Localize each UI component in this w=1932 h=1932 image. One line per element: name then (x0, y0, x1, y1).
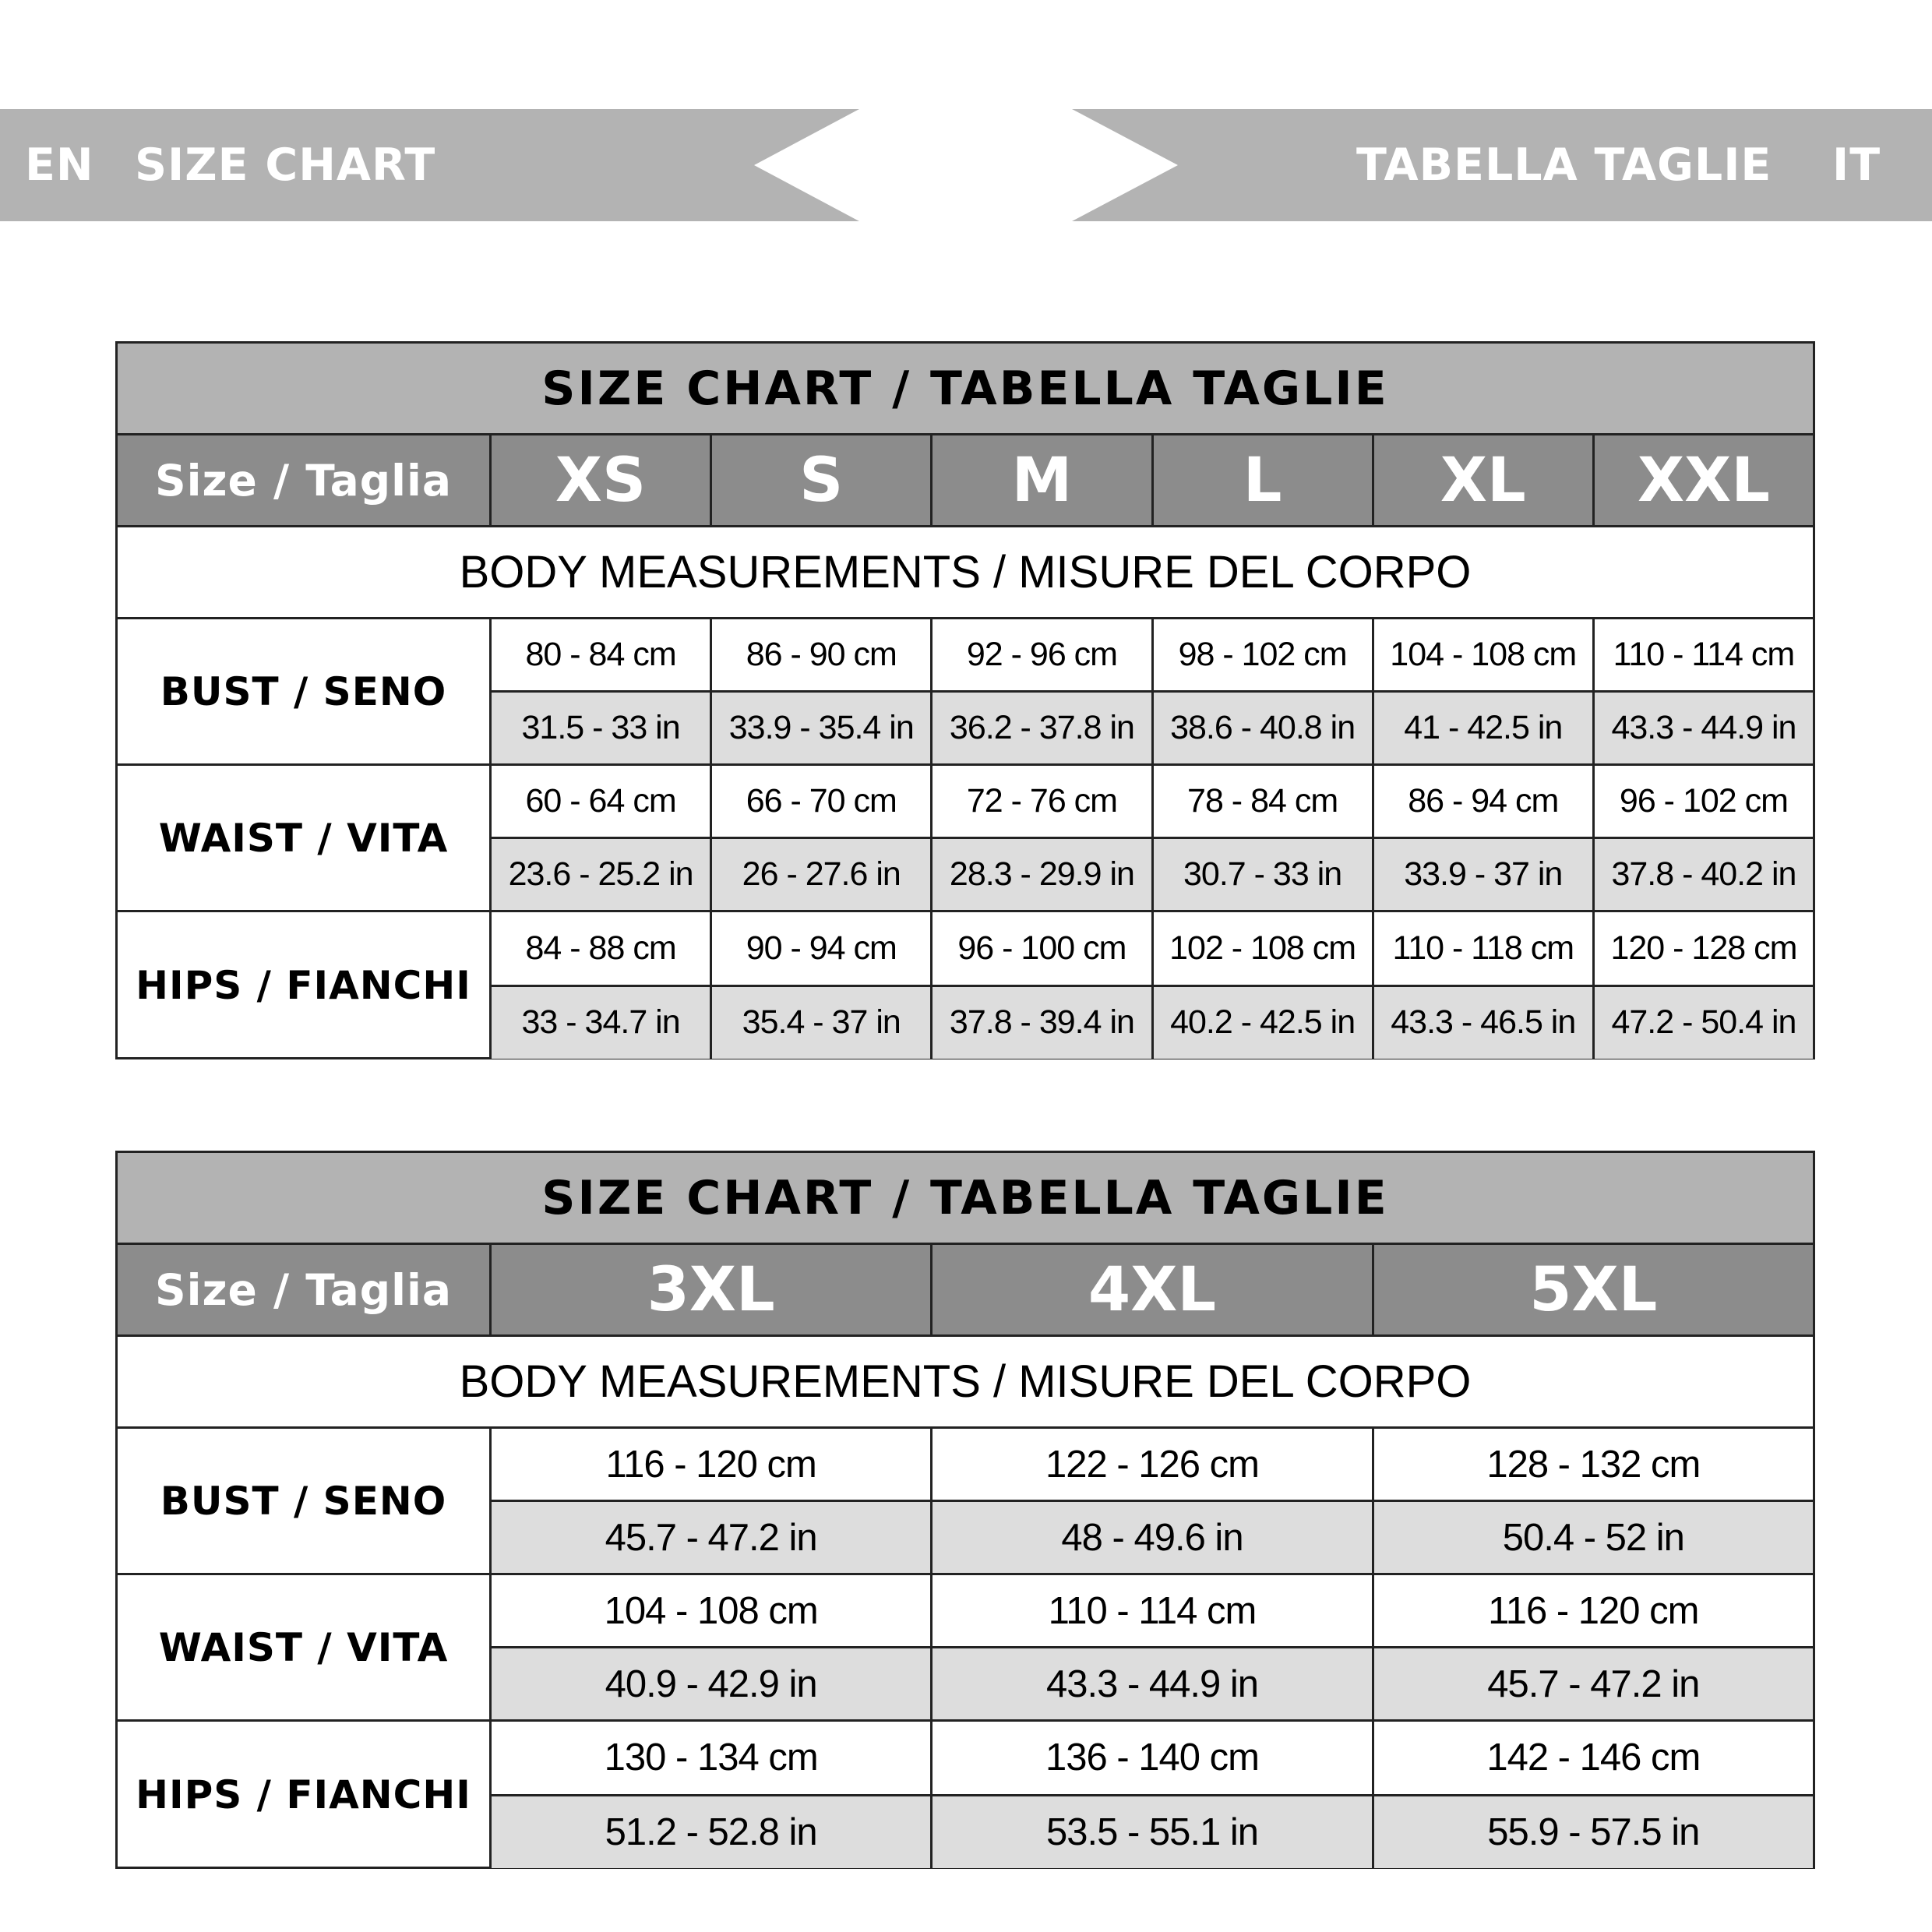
language-banner (0, 109, 1932, 221)
inch-row (492, 1796, 1813, 1869)
value-cell: 96 - 102 cm (1619, 782, 1788, 820)
measurement-label: HIPS / FIANCHI (118, 912, 492, 1059)
banner-left-lang: EN (25, 139, 94, 191)
value-cell: 40.9 - 42.9 in (492, 1648, 933, 1719)
size-label: Size / Taglia (118, 435, 492, 525)
value-cell: 43.3 - 44.9 in (933, 1648, 1373, 1719)
value-cell: 66 - 70 cm (712, 766, 933, 837)
value-cell: 40.2 - 42.5 in (1154, 987, 1374, 1059)
section-heading: BODY MEASUREMENTS / MISURE DEL CORPO (118, 1337, 1813, 1429)
size-4xl: 4XL (933, 1245, 1373, 1334)
value-cell: 80 - 84 cm (492, 619, 712, 690)
value-cell: 31.5 - 33 in (492, 693, 712, 763)
value-cell: 104 - 108 cm (1374, 619, 1595, 690)
value-cell: 130 - 134 cm (492, 1722, 933, 1794)
size-xs: XS (492, 435, 712, 525)
inch-row (492, 1502, 1813, 1573)
measurement-row-hips (118, 912, 1813, 1059)
size-header-row (118, 1245, 1813, 1337)
inch-row (492, 987, 1813, 1059)
cm-row (492, 1575, 1813, 1648)
size-s: S (712, 435, 933, 525)
measurement-row-waist (118, 766, 1813, 912)
size-5xl: 5XL (1529, 1254, 1658, 1325)
table-title: SIZE CHART / TABELLA TAGLIE (118, 344, 1813, 435)
measurement-label: BUST / SENO (118, 619, 492, 763)
cm-row (492, 1722, 1813, 1796)
value-cell: 122 - 126 cm (933, 1429, 1373, 1500)
cm-row (492, 619, 1813, 693)
value-cell: 28.3 - 29.9 in (933, 839, 1153, 910)
value-cell: 128 - 132 cm (1486, 1443, 1701, 1486)
value-cell: 51.2 - 52.8 in (492, 1796, 933, 1869)
value-cell: 33 - 34.7 in (492, 987, 712, 1059)
size-chart-table-2 (115, 1151, 1815, 1869)
measurement-label: WAIST / VITA (118, 766, 492, 910)
section-heading: BODY MEASUREMENTS / MISURE DEL CORPO (118, 527, 1813, 619)
size-xxl: XXL (1637, 445, 1770, 516)
banner-right-lang: IT (1832, 139, 1881, 191)
value-cell: 86 - 90 cm (712, 619, 933, 690)
inch-row (492, 839, 1813, 910)
value-cell: 120 - 128 cm (1610, 929, 1797, 967)
value-cell: 98 - 102 cm (1154, 619, 1374, 690)
size-chart-table-1 (115, 341, 1815, 1059)
size-l: L (1154, 435, 1374, 525)
size-m: M (933, 435, 1153, 525)
value-cell: 110 - 114 cm (1613, 636, 1795, 673)
measurement-row-bust (118, 1429, 1813, 1575)
value-cell: 110 - 118 cm (1374, 912, 1595, 985)
value-cell: 48 - 49.6 in (933, 1502, 1373, 1573)
value-cell: 92 - 96 cm (933, 619, 1153, 690)
value-cell: 86 - 94 cm (1374, 766, 1595, 837)
banner-left-title: SIZE CHART (135, 139, 436, 191)
table-title: SIZE CHART / TABELLA TAGLIE (118, 1153, 1813, 1245)
value-cell: 33.9 - 35.4 in (712, 693, 933, 763)
value-cell: 90 - 94 cm (712, 912, 933, 985)
measurement-label: WAIST / VITA (118, 1575, 492, 1719)
value-cell: 38.6 - 40.8 in (1154, 693, 1374, 763)
measurement-label: HIPS / FIANCHI (118, 1722, 492, 1868)
value-cell: 45.7 - 47.2 in (492, 1502, 933, 1573)
value-cell: 43.3 - 46.5 in (1374, 987, 1595, 1059)
value-cell: 37.8 - 39.4 in (933, 987, 1153, 1059)
measurement-row-hips (118, 1722, 1813, 1868)
value-cell: 116 - 120 cm (492, 1429, 933, 1500)
measurement-label: BUST / SENO (118, 1429, 492, 1573)
value-cell: 110 - 114 cm (933, 1575, 1373, 1646)
value-cell: 50.4 - 52 in (1502, 1516, 1684, 1559)
value-cell: 47.2 - 50.4 in (1611, 1003, 1796, 1042)
value-cell: 72 - 76 cm (933, 766, 1153, 837)
inch-row (492, 1648, 1813, 1719)
value-cell: 36.2 - 37.8 in (933, 693, 1153, 763)
measurement-row-waist (118, 1575, 1813, 1722)
size-xl: XL (1374, 435, 1595, 525)
value-cell: 55.9 - 57.5 in (1487, 1810, 1700, 1853)
size-label: Size / Taglia (118, 1245, 492, 1334)
value-cell: 45.7 - 47.2 in (1487, 1662, 1700, 1705)
value-cell: 23.6 - 25.2 in (492, 839, 712, 910)
value-cell: 37.8 - 40.2 in (1611, 855, 1796, 893)
cm-row (492, 1429, 1813, 1502)
size-3xl: 3XL (492, 1245, 933, 1334)
value-cell: 35.4 - 37 in (712, 987, 933, 1059)
value-cell: 33.9 - 37 in (1374, 839, 1595, 910)
value-cell: 116 - 120 cm (1488, 1589, 1699, 1632)
measurement-row-bust (118, 619, 1813, 766)
cm-row (492, 766, 1813, 839)
inch-row (492, 693, 1813, 763)
cm-row (492, 912, 1813, 987)
value-cell: 53.5 - 55.1 in (933, 1796, 1373, 1869)
value-cell: 84 - 88 cm (492, 912, 712, 985)
value-cell: 30.7 - 33 in (1154, 839, 1374, 910)
banner-right-title: TABELLA TAGLIE (1356, 139, 1772, 191)
value-cell: 104 - 108 cm (492, 1575, 933, 1646)
value-cell: 136 - 140 cm (933, 1722, 1373, 1794)
value-cell: 102 - 108 cm (1154, 912, 1374, 985)
value-cell: 96 - 100 cm (933, 912, 1153, 985)
value-cell: 26 - 27.6 in (712, 839, 933, 910)
size-header-row (118, 435, 1813, 527)
value-cell: 78 - 84 cm (1154, 766, 1374, 837)
value-cell: 142 - 146 cm (1486, 1736, 1701, 1779)
value-cell: 60 - 64 cm (492, 766, 712, 837)
value-cell: 41 - 42.5 in (1374, 693, 1595, 763)
value-cell: 43.3 - 44.9 in (1611, 709, 1796, 746)
